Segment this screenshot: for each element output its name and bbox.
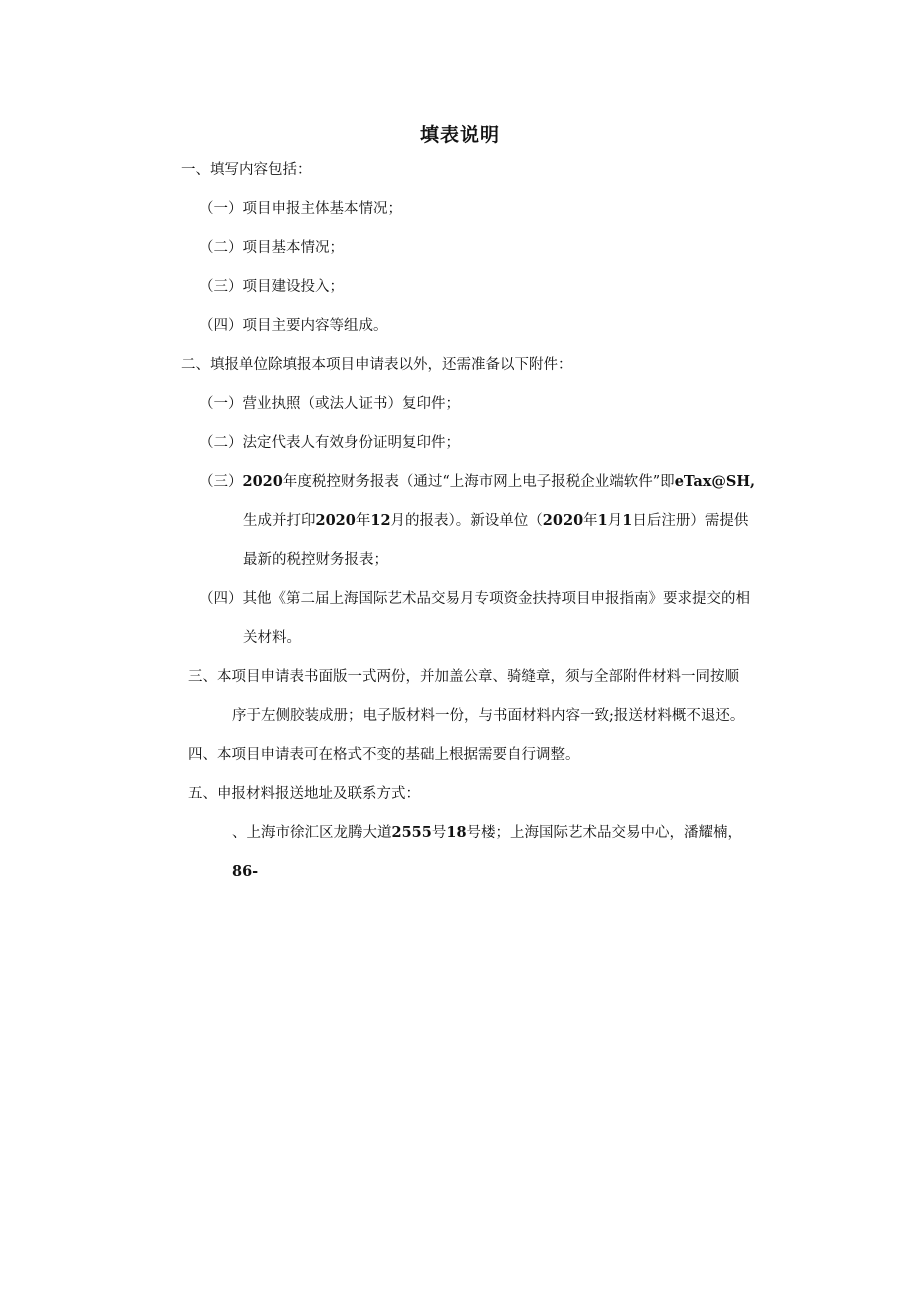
item-3-text: 月的报表）。新设单位（ [390, 513, 543, 529]
item-3-text: 年 [355, 513, 371, 529]
section-2-item-4-line-1: （四）其他《第二届上海国际艺术品交易月专项资金扶持项目申报指南》要求提交的相 [199, 591, 750, 607]
address-number: 2555 [391, 824, 432, 841]
address-text: 号 [431, 825, 447, 841]
etax-name: eTax@SH, [674, 473, 756, 490]
item-3-text: 日后注册）需提供 [632, 513, 749, 529]
section-1-item-1: （一）项目申报主体基本情况； [199, 201, 402, 217]
building-number: 18 [446, 824, 467, 841]
item-3-text: 年 [583, 513, 598, 529]
address-text: 号楼；上海国际艺术品交易中心，潘耀楠， [466, 825, 743, 841]
item-3-text: 月 [607, 513, 623, 529]
item-3-day: 1 [622, 512, 633, 529]
item-3-year: 2020 [315, 512, 356, 529]
section-3-line-1: 三、本项目申请表书面版一式两份，并加盖公章、骑缝章，须与全部附件材料一同按顺 [188, 669, 739, 685]
section-1-item-3: （三）项目建设投入； [199, 279, 344, 295]
document-title: 填表说明 [419, 124, 500, 146]
section-5-heading: 五、申报材料报送地址及联系方式： [188, 786, 420, 802]
section-2-item-1: （一）营业执照（或法人证书）复印件； [199, 396, 460, 412]
item-3-year: 2020 [242, 473, 283, 490]
section-4: 四、本项目申请表可在格式不变的基础上根据需要自行调整。 [188, 747, 580, 763]
item-3-text: 年度税控财务报表（通过“上海市网上电子报税企业端软件”即 [282, 474, 675, 490]
section-5-address [232, 823, 742, 843]
item-3-month: 12 [370, 512, 391, 529]
item-3-prefix: （三） [199, 474, 243, 490]
section-1-item-4: （四）项目主要内容等组成。 [199, 318, 388, 334]
section-2-heading: 二、填报单位除填报本项目申请表以外，还需准备以下附件： [181, 357, 573, 373]
item-3-month: 1 [597, 512, 608, 529]
section-2-item-2: （二）法定代表人有效身份证明复印件； [199, 435, 460, 451]
contact-phone: 86- [232, 863, 259, 880]
section-2-item-3-line-1 [199, 472, 755, 492]
section-1-item-2: （二）项目基本情况； [199, 240, 344, 256]
item-3-text: 生成并打印 [243, 513, 316, 529]
section-2-item-3-line-2 [243, 511, 748, 531]
section-2-item-3-line-3: 最新的税控财务报表； [243, 552, 388, 568]
address-text: 、上海市徐汇区龙腾大道 [232, 825, 392, 841]
item-3-year: 2020 [542, 512, 584, 529]
section-2-item-4-line-2: 关材料。 [243, 630, 301, 646]
section-3-line-2: 序于左侧胶装成册；电子版材料一份，与书面材料内容一致;报送材料概不退还。 [232, 708, 745, 724]
section-1-heading: 一、填写内容包括： [181, 162, 312, 178]
